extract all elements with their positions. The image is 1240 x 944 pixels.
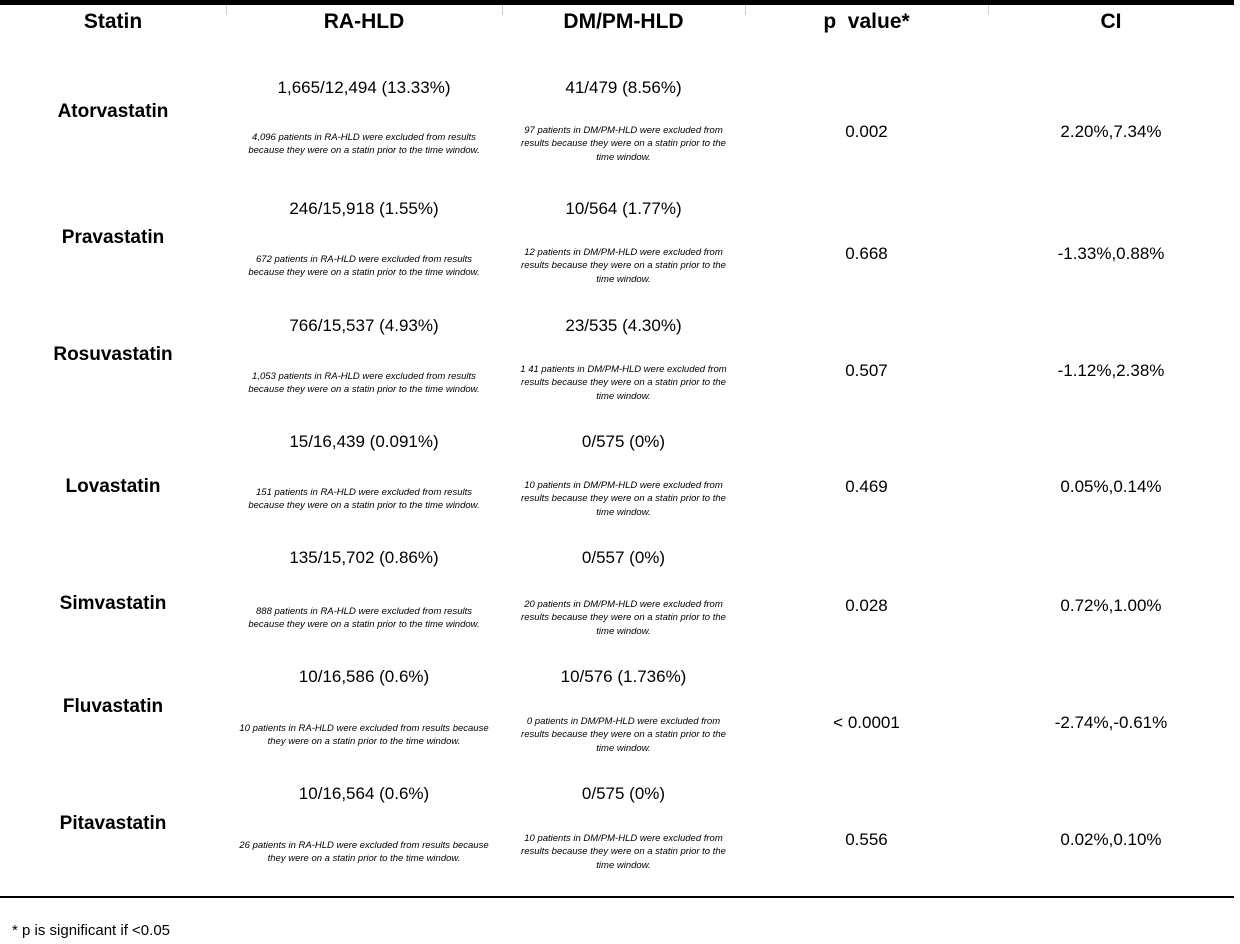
p-value: 0.028 bbox=[845, 596, 888, 615]
ra-hld-count: 246/15,918 (1.55%) bbox=[289, 199, 439, 218]
confidence-interval: 2.20%,7.34% bbox=[1060, 122, 1162, 141]
dm-pm-hld-exclusion-note: 10 patients in DM/PM-HLD were excluded from results because they were on a statin prior to the time window. bbox=[521, 479, 726, 518]
dm-pm-hld-count: 0/575 (0%) bbox=[581, 784, 666, 803]
statin-name: Atorvastatin bbox=[57, 101, 169, 122]
header-ci: CI bbox=[1100, 10, 1122, 33]
p-value: 0.668 bbox=[845, 244, 888, 263]
ra-hld-exclusion-note: 26 patients in RA-HLD were excluded from results because they were on a statin prior to the time window. bbox=[239, 839, 489, 864]
ra-hld-exclusion-note: 4,096 patients in RA-HLD were excluded from results because they were on a statin prior to the time window. bbox=[248, 131, 480, 156]
statin-name: Pitavastatin bbox=[59, 813, 167, 834]
confidence-interval: -1.12%,2.38% bbox=[1057, 361, 1165, 380]
statin-name: Pravastatin bbox=[61, 227, 165, 248]
dm-pm-hld-count: 0/557 (0%) bbox=[581, 548, 666, 567]
ra-hld-count: 15/16,439 (0.091%) bbox=[289, 432, 439, 451]
ra-hld-exclusion-note: 888 patients in RA-HLD were excluded from results because they were on a statin prior to the time window. bbox=[248, 605, 480, 630]
p-value: 0.556 bbox=[845, 830, 888, 849]
statin-name: Lovastatin bbox=[65, 476, 161, 497]
dm-pm-hld-count: 41/479 (8.56%) bbox=[565, 78, 682, 97]
confidence-interval: 0.05%,0.14% bbox=[1060, 477, 1162, 496]
p-value: < 0.0001 bbox=[833, 713, 900, 732]
ra-hld-exclusion-note: 151 patients in RA-HLD were excluded from results because they were on a statin prior to the time window. bbox=[248, 486, 480, 511]
confidence-interval: -1.33%,0.88% bbox=[1057, 244, 1165, 263]
ra-hld-count: 135/15,702 (0.86%) bbox=[289, 548, 439, 567]
dm-pm-hld-exclusion-note: 10 patients in DM/PM-HLD were excluded from results because they were on a statin prior to the time window. bbox=[521, 832, 726, 871]
table-bottom-rule bbox=[0, 896, 1234, 898]
dm-pm-hld-exclusion-note: 97 patients in DM/PM-HLD were excluded from results because they were on a statin prior to the time window. bbox=[521, 124, 726, 163]
dm-pm-hld-exclusion-note: 20 patients in DM/PM-HLD were excluded from results because they were on a statin prior to the time window. bbox=[521, 598, 726, 637]
ra-hld-count: 10/16,586 (0.6%) bbox=[298, 667, 430, 686]
ra-hld-count: 10/16,564 (0.6%) bbox=[298, 784, 430, 803]
confidence-interval: 0.72%,1.00% bbox=[1060, 596, 1162, 615]
p-value: 0.469 bbox=[845, 477, 888, 496]
dm-pm-hld-count: 10/564 (1.77%) bbox=[565, 199, 682, 218]
table-top-rule bbox=[0, 0, 1234, 5]
footnote: * p is significant if <0.05 bbox=[12, 922, 171, 939]
header-statin: Statin bbox=[83, 10, 143, 33]
statin-name: Simvastatin bbox=[59, 593, 167, 614]
dm-pm-hld-count: 10/576 (1.736%) bbox=[560, 667, 687, 686]
ra-hld-count: 1,665/12,494 (13.33%) bbox=[277, 78, 451, 97]
ra-hld-exclusion-note: 10 patients in RA-HLD were excluded from results because they were on a statin prior to the time window. bbox=[239, 722, 489, 747]
dm-pm-hld-count: 0/575 (0%) bbox=[581, 432, 666, 451]
header-dm-pm-hld: DM/PM-HLD bbox=[563, 10, 684, 33]
statin-name: Fluvastatin bbox=[62, 696, 164, 717]
dm-pm-hld-exclusion-note: 12 patients in DM/PM-HLD were excluded from results because they were on a statin prior to the time window. bbox=[521, 246, 726, 285]
p-value: 0.507 bbox=[845, 361, 888, 380]
dm-pm-hld-count: 23/535 (4.30%) bbox=[565, 316, 682, 335]
dm-pm-hld-exclusion-note: 1 41 patients in DM/PM-HLD were excluded from results because they were on a statin prior to the time window. bbox=[520, 363, 727, 402]
ra-hld-count: 766/15,537 (4.93%) bbox=[289, 316, 439, 335]
confidence-interval: -2.74%,-0.61% bbox=[1054, 713, 1168, 732]
ra-hld-exclusion-note: 1,053 patients in RA-HLD were excluded from results because they were on a statin prior to the time window. bbox=[248, 370, 480, 395]
header-ra-hld: RA-HLD bbox=[323, 10, 405, 33]
dm-pm-hld-exclusion-note: 0 patients in DM/PM-HLD were excluded from results because they were on a statin prior to the time window. bbox=[521, 715, 726, 754]
statin-name: Rosuvastatin bbox=[53, 344, 173, 365]
confidence-interval: 0.02%,0.10% bbox=[1060, 830, 1162, 849]
ra-hld-exclusion-note: 672 patients in RA-HLD were excluded from results because they were on a statin prior to the time window. bbox=[248, 253, 480, 278]
header-p-value: p value* bbox=[823, 10, 910, 33]
p-value: 0.002 bbox=[845, 122, 888, 141]
